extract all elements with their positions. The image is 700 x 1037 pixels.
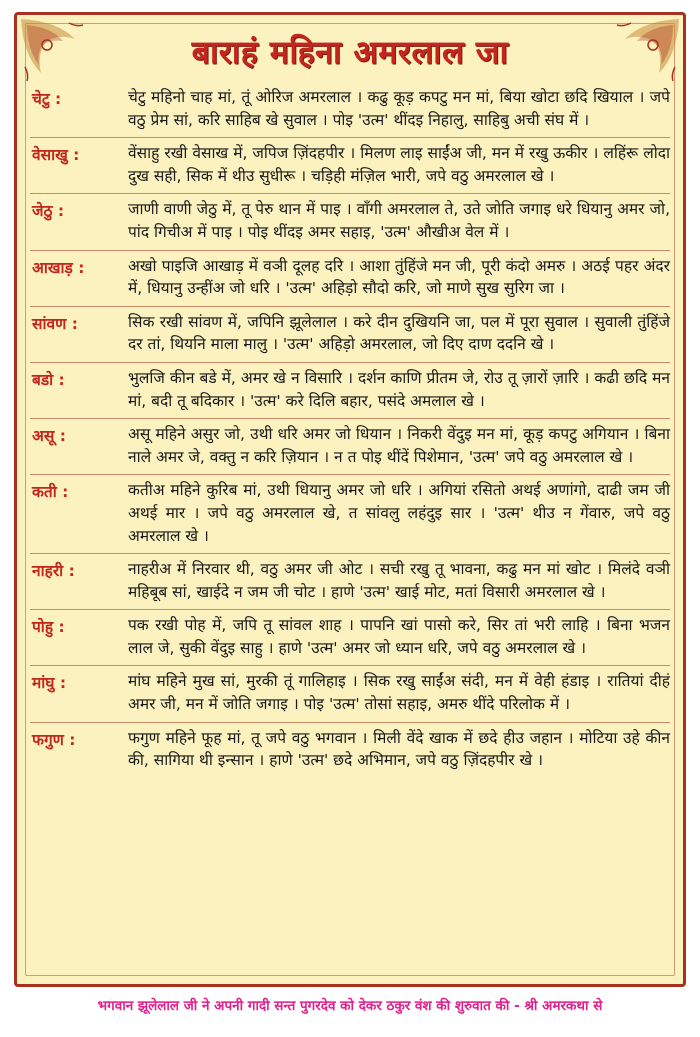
month-verse: असू महिने असुर जो, उथी धरि अमर जो धियान । निकरी वेंदुइ मन मां, कूड़ कपटु अगियान । बिना नाले अमर जे, वक्तु न करि ज़ियान । न त पोइ थींदें पिशेमान, 'उत्म' जपे वठु अमरलाल खे । xyxy=(128,425,670,466)
month-label: बडो : xyxy=(32,370,65,389)
month-verse: भुलजि कीन बडे में, अमर खे न विसारि । दर्शन काणि प्रीतम जे, रोउ तू ज़ारों ज़ारि । कढी छदि मन मां, बदी तू बदिकार । 'उत्म' करे दिलि बहार, पसंदे अमलाल खे । xyxy=(128,368,670,410)
month-label: आखाड़ : xyxy=(32,258,85,277)
month-row xyxy=(30,194,670,250)
month-label: जेठु : xyxy=(32,202,65,221)
month-verse: मांघ महिने मुख सां, मुरकी तूं गालिहाइ । सिक रखु साईंअ संदी, मन में वेही हंडाइ । रातियां दीहं अमर जी, मन में जोति जगाइ । पोइ 'उत्म' तोसां सहाइ, अमरु थींदे परिलोक में । xyxy=(128,672,670,714)
month-verse: फगुण महिने फूह मां, तू जपे वठु भगवान । मिली वेंदे खाक में छदे हीउ जहान । मोटिया उहे कीन की, सागिया थी इन्सान । हाणे 'उत्म' छदे अभिमान, जपे वठु ज़िंदहपीर खे । xyxy=(128,728,670,770)
month-row xyxy=(30,554,670,610)
month-verse: सिक रखी सांवण में, जपिनि झूलेलाल । करे दीन दुखियनि जा, पल में पूरा सुवाल । सुवाली तुंहिंजे दर तां, थियनि माला मालु । 'उत्म' अहिड़ो अमरलाल, जो दिए दाण ददनि खे । xyxy=(128,312,670,354)
month-row xyxy=(30,723,670,778)
footer-note: भगवान झूलेलाल जी ने अपनी गादी सन्त पुगरदेव को देकर ठकुर वंश की शुरुवात की - श्री अमरकथा से xyxy=(97,998,603,1014)
page-title: बाराहं महिना अमरलाल जा xyxy=(191,33,509,71)
month-label: नाहरी : xyxy=(32,562,75,581)
month-row xyxy=(30,610,670,666)
month-row xyxy=(30,307,670,363)
month-table xyxy=(30,82,670,778)
month-row xyxy=(30,475,670,554)
month-row xyxy=(30,419,670,475)
month-label: फगुण : xyxy=(32,730,76,749)
month-verse: कतीअ महिने कुरिब मां, उथी धियानु अमर जो धरि । अगियां रसितो अथई अणांगो, दाढी जम जी अथई मार । जपे वठु अमरलाल खे, त सांवलु लहंदुइ सार । 'उत्म' थीउ न गेंवारु, जपे वठु अमरलाल खे । xyxy=(128,481,670,545)
month-verse: पक रखी पोह में, जपि तू सांवल शाह । पापनि खां पासो करे, सिर तां भरी लाहि । बिना भजन लाल जे, सुकी वेंदुइ साहु । हाणे 'उत्म' अमर जो ध्यान धरि, जपे वठु अमरलाल खे । xyxy=(128,616,670,657)
month-label: सांवण : xyxy=(32,314,78,333)
month-row xyxy=(30,251,670,307)
month-label: मांघु : xyxy=(32,674,67,693)
month-label: कती : xyxy=(32,483,69,502)
month-row xyxy=(30,82,670,138)
month-verse: जाणी वाणी जेठु में, तू पेरु थान में पाइ । वाँगी अमरलाल ते, उते जोति जगाइ धरे धियानु अमर जो, पांद गिचीअ में पाइ । पोइ थींदइ अमर सहाइ, 'उत्म' औखीअ वेल में । xyxy=(128,200,670,241)
month-verse: वेंसाहु रखी वेसाख में, जपिज ज़िंदहपीर । मिलण लाइ साईंअ जी, मन में रखु ऊकीर । लहिंरू लोदा दुख सही, सिक में थीउ सुधीरू । चड़िही मंज़िल भारी, जपे वठु अमरलाल खे । xyxy=(128,144,670,185)
month-label: असू : xyxy=(32,427,66,446)
month-verse: अखो पाइजि आखाड़ में वञी दूलह दरि । आशा तुंहिंजे मन जी, पूरी कंदो अमरु । अठई पहर अंदर में, धियानु उन्हींअ जो धरि । 'उत्म' अहिड़ो सौदो करि, जो माणे सुख सुरिग जा । xyxy=(128,256,670,298)
month-verse: चेटु महिनो चाह मां, तूं ओरिज अमरलाल । कढु कूड़ कपटु मन मां, बिया खोटा छदि खियाल । जपे वठु प्रेम सां, करि साहिब खे सुवाल । पोइ 'उत्म' थींदइ निहालु, साहिबु अची संघ में । xyxy=(128,88,670,129)
title-area xyxy=(0,30,700,73)
month-row xyxy=(30,138,670,194)
month-label: चेटु : xyxy=(32,90,62,108)
month-row xyxy=(30,666,670,722)
month-verse: नाहरीअ में निरवार थी, वठु अमर जी ओट । सची रखु तू भावना, कढु मन मां खोट । मिलंदे वञी महिबूब सां, खाईदे न जम जी चोट । हाणे 'उत्म' खाई मोट, मतां विसारी अमरलाल खे । xyxy=(128,560,670,601)
month-label: वेसाखु : xyxy=(32,146,80,165)
month-row xyxy=(30,363,670,419)
month-label: पोहु : xyxy=(32,618,65,637)
